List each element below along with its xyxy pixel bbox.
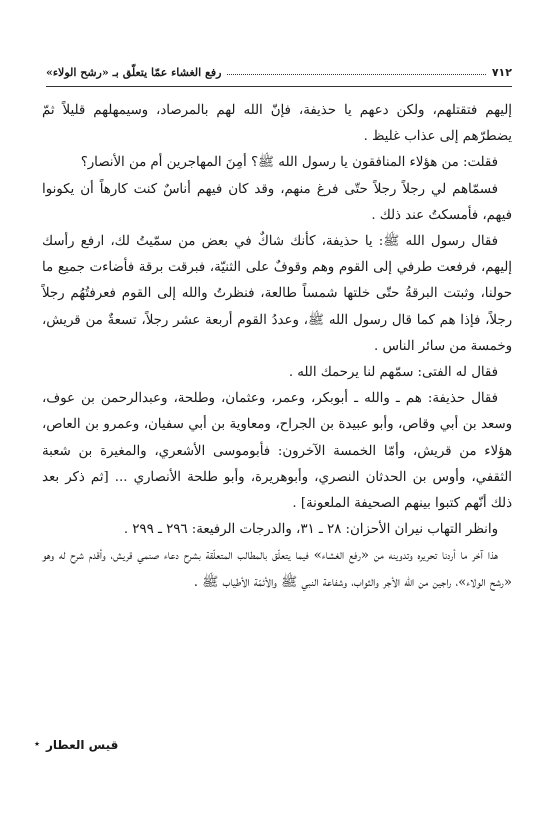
running-title: رفع الغشاء عمّا يتعلّق بـ «رشح الولاء»: [46, 65, 222, 79]
paragraph: إليهم فتقتلهم، ولكن دعهم يا حذيفة، فإنّ الله لهم بالمرصاد، وسيمهلهم قليلاً ثمّ يضطرّهم إلى عذاب غليظ .: [42, 103, 512, 145]
author-signature: قيس العطار: [46, 738, 119, 752]
paragraph: فقال له الفتى: سمّهم لنا يرحمك الله .: [288, 365, 498, 381]
page-number: ٧١٢: [491, 65, 512, 79]
page-header: [46, 62, 512, 82]
header-dot-leader: [227, 74, 485, 75]
paragraph: وانظر التهاب نيران الأحزان: ٢٨ ـ ٣١، والدرجات الرفيعة: ٢٩٦ ـ ٢٩٩ .: [123, 522, 498, 538]
paragraph: فسمّاهم لي رجلاً رجلاً حتّى فرغ منهم، وقد كان فيهم أناسٌ كنت كارهاً أن يكونوا فيهم، فأمسكتُ عند ذلك .: [42, 181, 512, 223]
header-rule: [46, 86, 512, 87]
paragraph: فقال رسول الله ﷺ: يا حذيفة، كأنك شاكٌ في بعض من سمّيتُ لك، ارفع رأسك إليهم، فرفعت طرفي إلى القوم وهم وقوفٌ على الثنيّة، فبرقت برقة فأضاءت جميع ما حولنا، وثبتت البرقةُ حتّى خلتها شمساً طالعة، فنظرتُ والله إلى القوم فعرفتُهُم رجلاً رجلاً، فإذا هم كما قال رسول الله ﷺ، وعددُ القوم أربعة عشر رجلاً، تسعةٌ من قريش، وخمسة من سائر الناس .: [42, 234, 512, 354]
footnote-star-mark: ٭: [34, 737, 40, 750]
paragraph: هذا آخر ما أردنا تحريره وتدوينه من «رفع الغشاء» فيما يتعلّق بالمطالب المتعلّقة بشرح دعاء صنمي قريش، وأقدم شرح له وهو «رشح الولاء»، راجين من الله الأجر والثواب، وشفاعة النبي ﷺ والأئمّة الأطياب ﷺ .: [42, 548, 512, 590]
body-text: [42, 98, 512, 596]
paragraph: فقال حذيفة: هم ـ والله ـ أبوبكر، وعمر، وعثمان، وطلحة، وعبدالرحمن بن عوف، وسعد بن أبي وقاص، وأبو عبيدة بن الجراح، ومعاوية بن أبي سفيان، وعمرو بن العاص، هؤلاء من قريش، وأمّا الخمسة الآخرون: فأبوموسى الأشعري، والمغيرة بن شعبة الثقفي، وأوس بن الحدثان النصري، وأبوهريرة، وأبو طلحة الأنصاري ... [ثم ذكر بعد ذلك أنّهم كتبوا بينهم الصحيفة الملعونة] .: [42, 391, 512, 512]
paragraph: فقلت: من هؤلاء المنافقون يا رسول الله ﷺ؟ أمِنَ المهاجرين أم من الأنصار؟: [80, 155, 498, 171]
